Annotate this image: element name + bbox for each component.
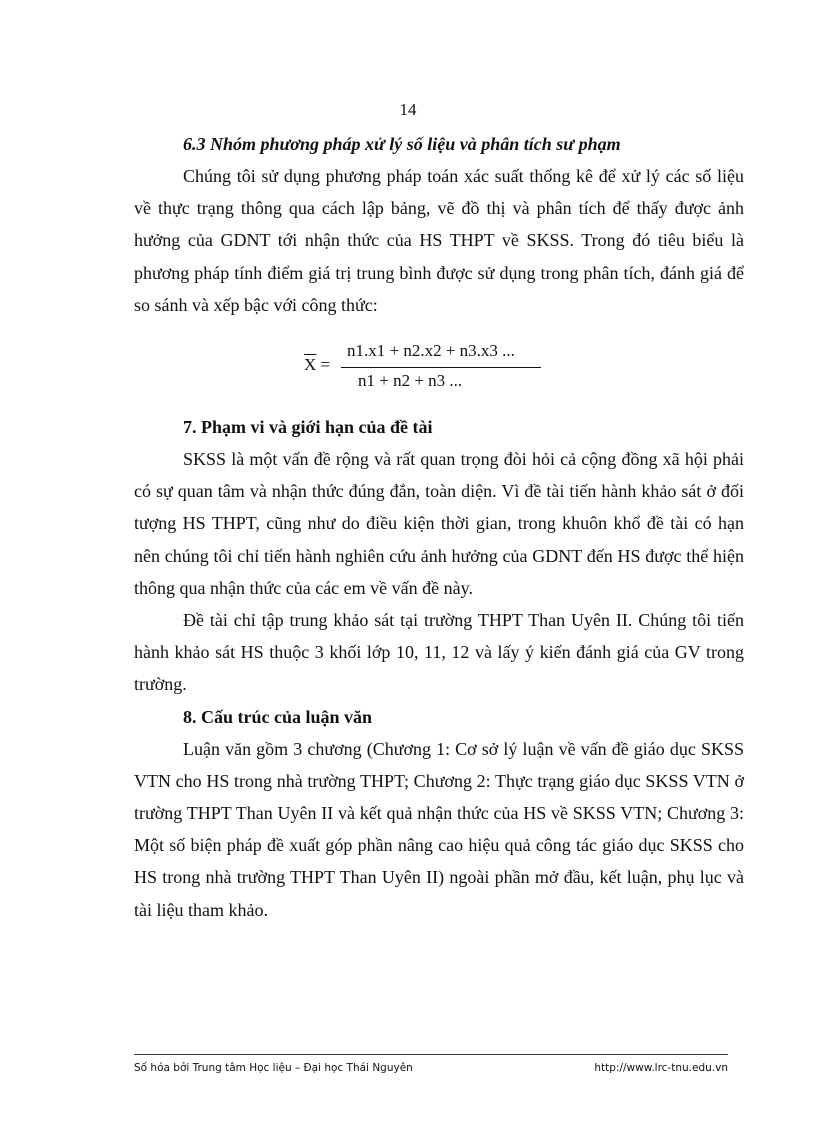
- section-7-heading: 7. Phạm vi và giới hạn của đề tài: [183, 417, 433, 438]
- section-7-paragraph-2: Đề tài chỉ tập trung khảo sát tại trường THPT Than Uyên II. Chúng tôi tiến hành khảo sát HS thuộc 3 khối lớp 10, 11, 12 và lấy ý kiến đánh giá của GV trong trường.: [134, 610, 744, 695]
- footer-source: Số hóa bởi Trung tâm Học liệu – Đại học Thái Nguyên: [134, 1062, 413, 1074]
- formula-denominator: n1 + n2 + n3 ...: [358, 371, 463, 391]
- document-body: [134, 128, 744, 926]
- mean-formula: [134, 341, 744, 399]
- formula-lhs: $\overline{X}$ =: [304, 355, 331, 375]
- page-number: 14: [399, 100, 417, 119]
- section-7-paragraph-1: SKSS là một vấn đề rộng và rất quan trọng đòi hỏi cả cộng đồng xã hội phải có sự quan tâm và nhận thức đúng đắn, toàn diện. Vì đề tài tiến hành khảo sát ở đối tượng HS THPT, cũng như do điều kiện thời gian, trong khuôn khổ đề tài có hạn nên chúng tôi chỉ tiến hành nghiên cứu ảnh hưởng của GDNT đến HS được thể hiện thông qua nhận thức của các em về vấn đề này.: [134, 449, 744, 598]
- formula-numerator: n1.x1 + n2.x2 + n3.x3 ...: [347, 341, 515, 361]
- section-6-3-heading: 6.3 Nhóm phương pháp xử lý số liệu và phân tích sư phạm: [183, 134, 621, 154]
- section-8-heading: 8. Cấu trúc của luận văn: [183, 706, 373, 727]
- section-6-3-paragraph: Chúng tôi sử dụng phương pháp toán xác suất thống kê để xử lý các số liệu về thực trạng thông qua cách lập bảng, vẽ đồ thị và phân tích để thấy được ảnh hưởng của GDNT tới nhận thức của HS THPT về SKSS. Trong đó tiêu biểu là phương pháp tính điểm giá trị trung bình được sử dụng trong phân tích, đánh giá để so sánh và xếp bậc với công thức:: [134, 166, 744, 315]
- fraction-bar: [341, 367, 541, 368]
- footer-url[interactable]: http://www.lrc-tnu.edu.vn: [594, 1062, 728, 1074]
- section-8-paragraph: Luận văn gồm 3 chương (Chương 1: Cơ sở lý luận về vấn đề giáo dục SKSS VTN cho HS trong nhà trường THPT; Chương 2: Thực trạng giáo dục SKSS VTN ở trường THPT Than Uyên II và kết quả nhận thức của HS về SKSS VTN; Chương 3: Một số biện pháp đề xuất góp phần nâng cao hiệu quả công tác giáo dục SKSS cho HS trong nhà trường THPT Than Uyên II) ngoài phần mở đầu, kết luận, phụ lục và tài liệu tham khảo.: [134, 738, 744, 920]
- footer-divider: [134, 1054, 728, 1055]
